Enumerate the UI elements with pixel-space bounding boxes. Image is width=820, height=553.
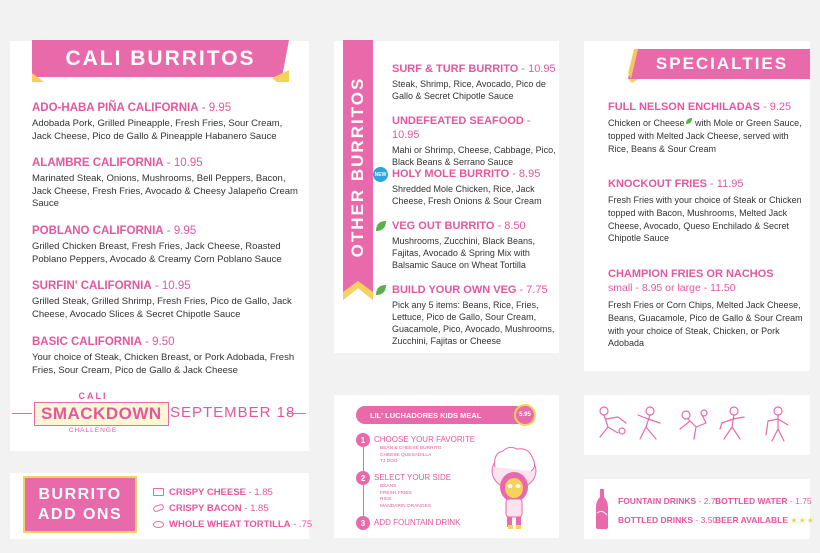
step-label: SELECT YOUR SIDE	[374, 473, 452, 482]
drink-item	[618, 515, 717, 525]
item-name: ADO-HABA PIÑA CALIFORNIA	[32, 102, 199, 114]
item-description: Fresh Fries with your choice of Steak or Chicken topped with Bacon, Mushrooms, Melted Jack Cheese, Avocado, Queso Enchilado & Secret Chipotle Sauce	[608, 195, 802, 244]
addon-item	[153, 487, 273, 498]
drink-name: BEER AVAILABLE	[715, 515, 789, 525]
menu-item	[608, 177, 804, 245]
bottle-icon	[595, 489, 609, 529]
leaf-icon	[375, 220, 387, 232]
cali-title: CALI BURRITOS	[65, 46, 256, 70]
step-number: 3	[356, 516, 370, 530]
item-description: Mahi or Shrimp, Cheese, Cabbage, Pico, Black Beans & Serrano Sauce	[392, 145, 556, 167]
item-price: - 9.25	[759, 101, 792, 113]
menu-item	[392, 283, 557, 347]
drink-item	[618, 496, 720, 506]
drink-price: - 2.75	[696, 496, 721, 506]
item-price: - 7.75	[516, 284, 548, 296]
other-burritos-card	[334, 41, 559, 353]
step-label: ADD FOUNTAIN DRINK	[374, 518, 461, 527]
smackdown-top-text: CALI	[78, 391, 108, 401]
wrestlers-illustration-icon	[584, 395, 810, 455]
item-price: - 10.95	[163, 157, 203, 169]
drinks-card	[584, 479, 815, 539]
step-number: 2	[356, 471, 370, 485]
smackdown-section	[10, 389, 309, 439]
addons-card	[10, 473, 313, 539]
other-title: OTHER BURRITOS	[348, 76, 367, 258]
step-options: BEAN & CHEESE BURRITO CHEESE QUESADILLA TJ DOG	[380, 446, 442, 464]
kids-meal-card	[334, 395, 559, 538]
wrestlers-card	[584, 395, 810, 455]
other-ribbon	[343, 40, 373, 300]
item-description: Pick any 5 items: Beans, Rice, Fries, Lettuce, Pico de Gallo, Sour Cream, Guacamole, Pico, Avocado, Mushrooms, Zucchini, Fajitas or Cheese	[392, 300, 555, 346]
drink-price: - 3.50	[693, 515, 718, 525]
addon-price: - 1.85	[241, 503, 269, 514]
menu-item	[392, 62, 557, 102]
addon-name: WHOLE WHEAT TORTILLA	[169, 519, 291, 530]
item-name: CHAMPION FRIES OR NACHOS	[608, 268, 774, 280]
item-description: Grilled Chicken Breast, Fresh Fries, Jack Cheese, Roasted Poblano Peppers, Avocado & Creamy Corn Poblano Sauce	[32, 241, 282, 265]
item-name: POBLANO CALIFORNIA	[32, 225, 164, 237]
item-description: Marinated Steak, Onions, Mushrooms, Bell Peppers, Bacon, Jack Cheese, Fresh Fries, Avocado & Cheesy Jalapeño Cream Sauce	[32, 173, 298, 210]
item-description: Shredded Mole Chicken, Rice, Jack Cheese, Fresh Onions & Sour Cream	[392, 184, 542, 206]
menu-item	[32, 335, 300, 377]
item-name: UNDEFEATED SEAFOOD	[392, 115, 524, 127]
step-number: 1	[356, 433, 370, 447]
menu-item	[608, 267, 804, 350]
addon-price: - .75	[290, 519, 313, 530]
kids-step	[356, 433, 476, 464]
item-price: - 10.95	[392, 115, 531, 141]
addon-item	[153, 519, 312, 530]
item-name: BUILD YOUR OWN VEG	[392, 284, 517, 296]
menu-item	[32, 156, 300, 211]
item-name: FULL NELSON ENCHILADAS	[608, 101, 760, 113]
item-description: Your choice of Steak, Chicken Breast, or Pork Adobada, Fresh Fries, Sour Cream, Pico de Gallo & Jack Cheese	[32, 352, 295, 376]
item-name: SURFIN' CALIFORNIA	[32, 280, 152, 292]
cheese-icon	[153, 488, 164, 496]
tortilla-icon	[153, 521, 164, 528]
item-price: - 9.95	[198, 102, 232, 114]
cali-ribbon	[32, 40, 289, 82]
addon-price: - 1.85	[245, 487, 273, 498]
smackdown-date: SEPTEMBER 18	[170, 404, 296, 421]
menu-item	[392, 219, 557, 271]
item-price: - 9.50	[141, 336, 175, 348]
item-description: Steak, Shrimp, Rice, Avocado, Pico de Gallo & Secret Chipotle Sauce	[392, 79, 546, 101]
item-name: VEG OUT BURRITO	[392, 220, 495, 232]
kids-header: LIL' LUCHADORES KIDS MEAL	[356, 406, 530, 424]
luchador-mascot-icon	[479, 441, 549, 531]
menu-item	[32, 101, 300, 143]
specialties-card	[584, 41, 810, 371]
step-label: CHOOSE YOUR FAVORITE	[374, 435, 476, 444]
bacon-icon	[152, 504, 164, 513]
addon-name: CRISPY CHEESE	[169, 487, 246, 498]
addons-title-line-1: BURRITO	[38, 485, 122, 503]
drink-name: FOUNTAIN DRINKS	[618, 496, 697, 506]
addons-title-box	[23, 476, 137, 533]
drink-price: - 1.75	[787, 496, 812, 506]
leaf-icon	[685, 117, 693, 125]
specialties-ribbon	[628, 49, 810, 83]
item-description: Adobada Pork, Grilled Pineapple, Fresh Fries, Sour Cream, Jack Cheese, Pico de Gallo & Pineapple Habanero Sauce	[32, 118, 283, 142]
item-price: small - 8.95 or large - 11.50	[608, 282, 736, 294]
cali-burritos-card	[10, 41, 309, 451]
item-price: - 11.95	[707, 178, 744, 190]
item-name: SURF & TURF BURRITO	[392, 63, 519, 75]
addon-item	[153, 503, 269, 514]
item-description: Grilled Steak, Grilled Shrimp, Fresh Fries, Pico de Gallo, Jack Cheese, Avocado Slices & Secret Chipotle Sauce	[32, 296, 292, 320]
item-description: Mushrooms, Zucchini, Black Beans, Fajitas, Avocado & Spring Mix with Balsamic Sauce on Wheat Tortilla	[392, 236, 536, 270]
item-description: Chicken or Cheese with Mole or Green Sauce, topped with Melted Jack Cheese, served with Rice, Beans & Sour Cream	[608, 118, 802, 154]
drink-item	[715, 496, 812, 506]
item-description: Fresh Fries or Corn Chips, Melted Jack Cheese, Beans, Guacamole, Pico de Gallo & Sour Cream with your choice of Steak, Chicken, or Pork Adobada	[608, 300, 803, 349]
kids-step	[356, 471, 452, 509]
kids-price-badge: 5.95	[514, 404, 536, 426]
item-name: ALAMBRE CALIFORNIA	[32, 157, 164, 169]
beer-stars-icon: ★★★	[790, 516, 815, 525]
item-name: BASIC CALIFORNIA	[32, 336, 142, 348]
item-price: - 10.95	[151, 280, 191, 292]
new-badge-icon: NEW	[373, 167, 388, 182]
menu-item	[392, 114, 557, 168]
menu-item	[608, 100, 804, 155]
drink-name: BOTTLED WATER	[715, 496, 788, 506]
item-price: - 8.50	[494, 220, 526, 232]
menu-item	[374, 167, 557, 207]
kids-step	[356, 516, 461, 530]
drink-item	[715, 515, 815, 525]
menu-item	[32, 279, 300, 321]
item-name: HOLY MOLE BURRITO	[392, 168, 510, 180]
specialties-title: SPECIALTIES	[655, 54, 789, 73]
drink-name: BOTTLED DRINKS	[618, 515, 694, 525]
leaf-icon	[375, 284, 387, 296]
smackdown-logo	[34, 391, 162, 437]
smackdown-main-text: SMACKDOWN	[34, 402, 169, 426]
addons-title-line-2: ADD ONS	[37, 505, 123, 523]
item-price: - 10.95	[518, 63, 556, 75]
step-options: BEANS FRESH FRIES RICE MANDARIN ORANGES	[380, 484, 431, 509]
smackdown-bottom-text: CHALLENGE	[68, 427, 118, 434]
divider-line	[12, 413, 32, 414]
item-name: KNOCKOUT FRIES	[608, 178, 707, 190]
item-price: - 9.95	[163, 225, 197, 237]
item-price: - 8.95	[509, 168, 541, 180]
menu-item	[32, 224, 300, 266]
addon-name: CRISPY BACON	[169, 503, 242, 514]
